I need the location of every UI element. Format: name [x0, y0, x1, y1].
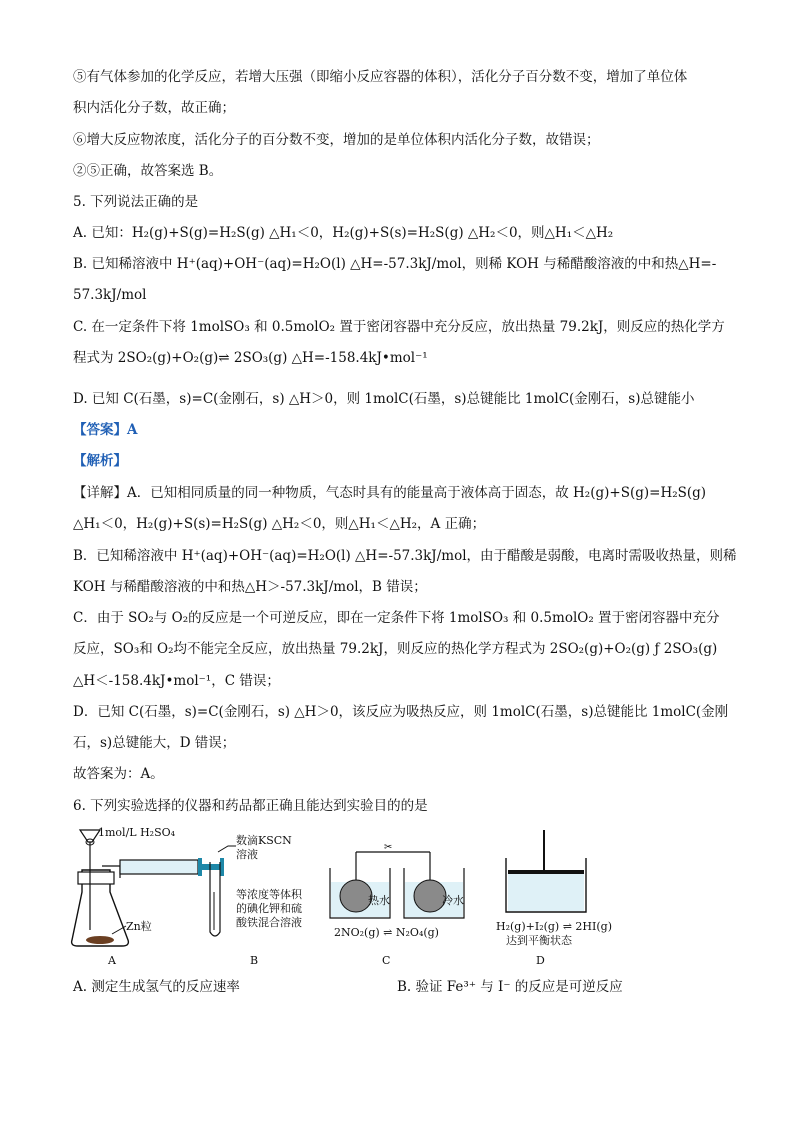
- question-5-option-b-cont: 57.3kJ/mol: [73, 287, 147, 303]
- analysis-line: 【详解】A．已知相同质量的同一种物质，气态时具有的能量高于液体高于固态，故 H₂(g)+S(g)=H₂S(g): [73, 485, 707, 501]
- question-6-option-b: B. 验证 Fe³⁺ 与 I⁻ 的反应是可逆反应: [397, 979, 623, 995]
- no2-equation: 2NO₂(g) ⇌ N₂O₄(g): [334, 926, 439, 939]
- analysis-line: 故答案为：A。: [73, 766, 164, 782]
- question-6-option-a: A. 测定生成氢气的反应速率: [73, 979, 240, 995]
- analysis-line: △H＜-158.4kJ•mol⁻¹，C 错误；: [73, 673, 280, 689]
- label-c: C: [382, 954, 391, 967]
- zinc-label: Zn粒: [126, 920, 152, 933]
- question-6-stem: 6. 下列实验选择的仪器和药品都正确且能达到实验目的的是: [73, 798, 428, 814]
- question-5-option-d: D. 已知 C(石墨，s)=C(金刚石，s) △H＞0，则 1molC(石墨，s)总键能比 1molC(金刚石，s)总键能小: [73, 391, 695, 407]
- cold-water-label: 冷水: [442, 894, 464, 907]
- kscn-label-2: 溶液: [236, 848, 258, 861]
- question-5-stem: 5. 下列说法正确的是: [73, 194, 199, 210]
- apparatus-d: [496, 830, 612, 967]
- question-5-option-c: C. 在一定条件下将 1molSO₃ 和 0.5molO₂ 置于密闭容器中充分反应，放出热量 79.2kJ，则反应的热化学方: [73, 319, 725, 335]
- text-line: ⑥增大反应物浓度，活化分子的百分数不变，增加的是单位体积内活化分子数，故错误；: [73, 132, 600, 148]
- answer-heading: 【答案】A: [73, 422, 138, 438]
- analysis-line: B．已知稀溶液中 H⁺(aq)+OH⁻(aq)=H₂O(l) △H=-57.3kJ/mol，由于醋酸是弱酸，电离时需吸收热量，则稀: [73, 548, 737, 564]
- analysis-line: 石，s)总键能大，D 错误；: [73, 735, 236, 751]
- question-5-option-c-cont: 程式为 2SO₂(g)+O₂(g)⇌ 2SO₃(g) △H=-158.4kJ•mol⁻¹: [73, 350, 428, 366]
- hot-water-label: 热水: [368, 894, 390, 907]
- equilibrium-label: 达到平衡状态: [506, 934, 572, 947]
- acid-label: 1mol/L H₂SO₄: [98, 826, 176, 839]
- analysis-line: 反应，SO₃和 O₂均不能完全反应，放出热量 79.2kJ，则反应的热化学方程式为 2SO₂(g)+O₂(g) ƒ 2SO₃(g): [73, 641, 718, 657]
- hi-equation: H₂(g)+I₂(g) ⇌ 2HI(g): [496, 920, 612, 933]
- apparatus-figure: [60, 822, 660, 972]
- text-line: ②⑤正确，故答案选 B。: [73, 163, 223, 179]
- svg-text:✂: ✂: [384, 842, 393, 853]
- apparatus-a: [72, 826, 224, 967]
- label-a: A: [108, 954, 116, 967]
- analysis-line: C．由于 SO₂与 O₂的反应是一个可逆反应，即在一定条件下将 1molSO₃ 和 0.5molO₂ 置于密闭容器中充分: [73, 610, 720, 626]
- question-5-option-b: B. 已知稀溶液中 H⁺(aq)+OH⁻(aq)=H₂O(l) △H=-57.3kJ/mol，则稀 KOH 与稀醋酸溶液的中和热△H=-: [73, 256, 717, 272]
- analysis-line: D．已知 C(石墨，s)=C(金刚石，s) △H＞0，该反应为吸热反应，则 1molC(石墨，s)总键能比 1molC(金刚: [73, 704, 729, 720]
- analysis-line: △H₁＜0，H₂(g)+S(s)=H₂S(g) △H₂＜0，则△H₁＜△H₂，A 正确；: [73, 516, 486, 532]
- label-b: B: [250, 954, 259, 967]
- apparatus-c: [330, 842, 464, 967]
- solution-label-2: 的碘化钾和硫: [236, 902, 302, 915]
- solution-label-3: 酸铁混合溶液: [236, 916, 302, 929]
- question-5-option-a: A. 已知：H₂(g)+S(g)=H₂S(g) △H₁＜0，H₂(g)+S(s)=H₂S(g) △H₂＜0，则△H₁＜△H₂: [73, 225, 614, 241]
- kscn-label-1: 数滴KSCN: [236, 834, 292, 847]
- text-line: 积内活化分子数，故正确；: [73, 100, 235, 116]
- text-line: ⑤有气体参加的化学反应，若增大压强（即缩小反应容器的体积），活化分子百分数不变，增加了单位体: [73, 69, 688, 85]
- apparatus-b: [210, 833, 303, 967]
- analysis-heading: 【解析】: [73, 453, 127, 469]
- analysis-line: KOH 与稀醋酸溶液的中和热△H＞-57.3kJ/mol，B 错误；: [73, 579, 427, 595]
- solution-label-1: 等浓度等体积: [236, 888, 302, 901]
- label-d: D: [536, 954, 545, 967]
